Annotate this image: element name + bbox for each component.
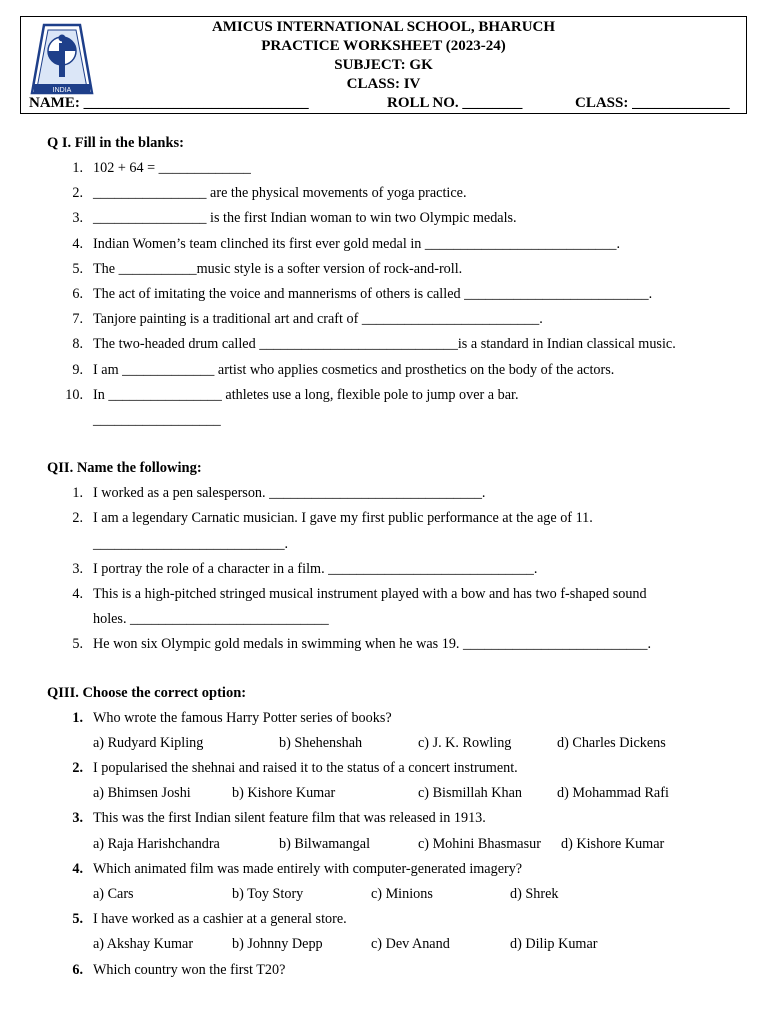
- mcq-question: [47, 806, 737, 831]
- question-text: He won six Olympic gold medals in swimming when he was 19. __________________________.: [93, 636, 652, 653]
- question-item: [47, 358, 737, 383]
- option-b[interactable]: b) Johnny Depp: [232, 936, 323, 953]
- question-number: 2.: [72, 185, 83, 202]
- mcq-options: [47, 781, 737, 806]
- fill-blanks-list: [47, 156, 737, 433]
- question-text-continued: holes. ____________________________: [93, 611, 329, 628]
- mcq-options: [47, 832, 737, 857]
- answer-blank[interactable]: ___________________________.: [93, 535, 289, 552]
- question-text: Which country won the first T20?: [93, 961, 286, 978]
- question-text: ________________ is the first Indian woman to win two Olympic medals.: [93, 210, 517, 227]
- question-number: 9.: [72, 361, 83, 378]
- worksheet-title: PRACTICE WORKSHEET (2023-24): [261, 38, 506, 54]
- option-a[interactable]: a) Bhimsen Joshi: [93, 785, 191, 802]
- question-item: [47, 632, 737, 657]
- option-d[interactable]: d) Shrek: [510, 886, 559, 903]
- question-item: [47, 383, 737, 433]
- question-text: I am _____________ artist who applies cosmetics and prosthetics on the body of the actors.: [93, 361, 615, 378]
- mcq-options: [47, 932, 737, 957]
- option-c[interactable]: c) Dev Anand: [371, 936, 450, 953]
- question-number: 5.: [72, 260, 83, 277]
- question-number: 3.: [72, 810, 83, 827]
- question-text: Who wrote the famous Harry Potter series of books?: [93, 709, 392, 726]
- mcq-question: [47, 857, 737, 882]
- option-c[interactable]: c) Bismillah Khan: [418, 785, 523, 802]
- question-item: [47, 282, 737, 307]
- question-number: 1.: [72, 485, 83, 502]
- question-item: [47, 232, 737, 257]
- mcq-options: [47, 882, 737, 907]
- roll-no-field[interactable]: ROLL NO. ________: [387, 95, 523, 111]
- question-text: Which animated film was made entirely with computer-generated imagery?: [93, 860, 523, 877]
- title-block: [21, 18, 746, 94]
- question-number: 7.: [72, 311, 83, 328]
- question-text: I portray the role of a character in a film. _____________________________.: [93, 560, 538, 577]
- option-b[interactable]: b) Kishore Kumar: [232, 785, 336, 802]
- question-number: 8.: [72, 336, 83, 353]
- option-c[interactable]: c) Mohini Bhasmasur: [418, 835, 541, 852]
- question-number: 4.: [72, 586, 83, 603]
- option-b[interactable]: b) Shehenshah: [279, 734, 363, 751]
- question-number: 6.: [72, 286, 83, 303]
- option-a[interactable]: a) Raja Harishchandra: [93, 835, 220, 852]
- question-number: 5.: [72, 911, 83, 928]
- mcq-question: [47, 706, 737, 731]
- mcq-question: [47, 756, 737, 781]
- section-correct-option-title: QIII. Choose the correct option:: [47, 684, 247, 701]
- question-text: This is a high-pitched stringed musical instrument played with a bow and has two f-shaped sound: [93, 586, 647, 603]
- question-text: ________________ are the physical movements of yoga practice.: [93, 185, 467, 202]
- class-line: CLASS: IV: [346, 76, 421, 92]
- question-number: 2.: [72, 510, 83, 527]
- worksheet-header: [20, 16, 747, 114]
- question-text: Indian Women’s team clinched its first ever gold medal in ___________________________.: [93, 235, 620, 252]
- question-text: This was the first Indian silent feature film that was released in 1913.: [93, 810, 486, 827]
- question-number: 3.: [72, 210, 83, 227]
- name-field[interactable]: NAME: ______________________________: [29, 95, 309, 111]
- question-item: [47, 582, 737, 632]
- option-d[interactable]: d) Charles Dickens: [557, 734, 666, 751]
- answer-blank[interactable]: __________________: [93, 412, 221, 429]
- question-text: The ___________music style is a softer version of rock-and-roll.: [93, 260, 463, 277]
- question-item: [47, 557, 737, 582]
- option-d[interactable]: d) Kishore Kumar: [561, 835, 665, 852]
- question-number: 10.: [65, 386, 83, 403]
- option-d[interactable]: d) Dilip Kumar: [510, 936, 598, 953]
- question-number: 6.: [72, 961, 83, 978]
- option-b[interactable]: b) Bilwamangal: [279, 835, 371, 852]
- section-fill-blanks-title: Q I. Fill in the blanks:: [47, 135, 184, 151]
- question-text: I am a legendary Carnatic musician. I gave my first public performance at the age of 11.: [93, 510, 593, 527]
- subject-line: SUBJECT: GK: [334, 57, 433, 73]
- question-item: [47, 156, 737, 181]
- logo-text: INDIA: [52, 87, 72, 94]
- question-text: In ________________ athletes use a long, flexible pole to jump over a bar.: [93, 386, 519, 403]
- question-item: [47, 257, 737, 282]
- option-a[interactable]: a) Akshay Kumar: [93, 936, 194, 953]
- question-text: Tanjore painting is a traditional art and craft of _________________________.: [93, 311, 543, 328]
- mcq-question: [47, 907, 737, 932]
- question-number: 1.: [72, 709, 83, 726]
- question-text: I worked as a pen salesperson. ______________________________.: [93, 485, 486, 502]
- option-c[interactable]: c) Minions: [371, 886, 433, 903]
- worksheet-body: [47, 131, 737, 983]
- question-item: [47, 332, 737, 357]
- question-text: 102 + 64 = _____________: [93, 160, 251, 176]
- option-d[interactable]: d) Mohammad Rafi: [557, 785, 669, 802]
- name-following-list: [47, 481, 737, 657]
- question-item: [47, 206, 737, 231]
- question-item: [47, 481, 737, 506]
- question-number: 4.: [72, 235, 83, 252]
- mcq-list: [47, 706, 737, 983]
- school-name: AMICUS INTERNATIONAL SCHOOL, BHARUCH: [211, 19, 556, 35]
- option-b[interactable]: b) Toy Story: [232, 886, 304, 903]
- class-field[interactable]: CLASS: _____________: [575, 95, 730, 111]
- question-text: I have worked as a cashier at a general store.: [93, 911, 347, 928]
- question-number: 4.: [72, 860, 83, 877]
- question-number: 3.: [72, 560, 83, 577]
- mcq-question: [47, 958, 737, 983]
- option-a[interactable]: a) Rudyard Kipling: [93, 734, 204, 751]
- question-number: 5.: [72, 636, 83, 653]
- question-item: [47, 181, 737, 206]
- question-number: 1.: [72, 160, 83, 176]
- question-number: 2.: [72, 760, 83, 777]
- option-a[interactable]: a) Cars: [93, 886, 134, 903]
- option-c[interactable]: c) J. K. Rowling: [418, 734, 512, 751]
- section-name-following-title: QII. Name the following:: [47, 460, 202, 477]
- mcq-options: [47, 731, 737, 756]
- question-text: The act of imitating the voice and mannerisms of others is called __________________________.: [93, 286, 653, 303]
- question-text: I popularised the shehnai and raised it to the status of a concert instrument.: [93, 760, 518, 777]
- question-text: The two-headed drum called ____________________________is a standard in Indian classical music.: [93, 336, 676, 353]
- question-item: [47, 307, 737, 332]
- question-item: [47, 506, 737, 556]
